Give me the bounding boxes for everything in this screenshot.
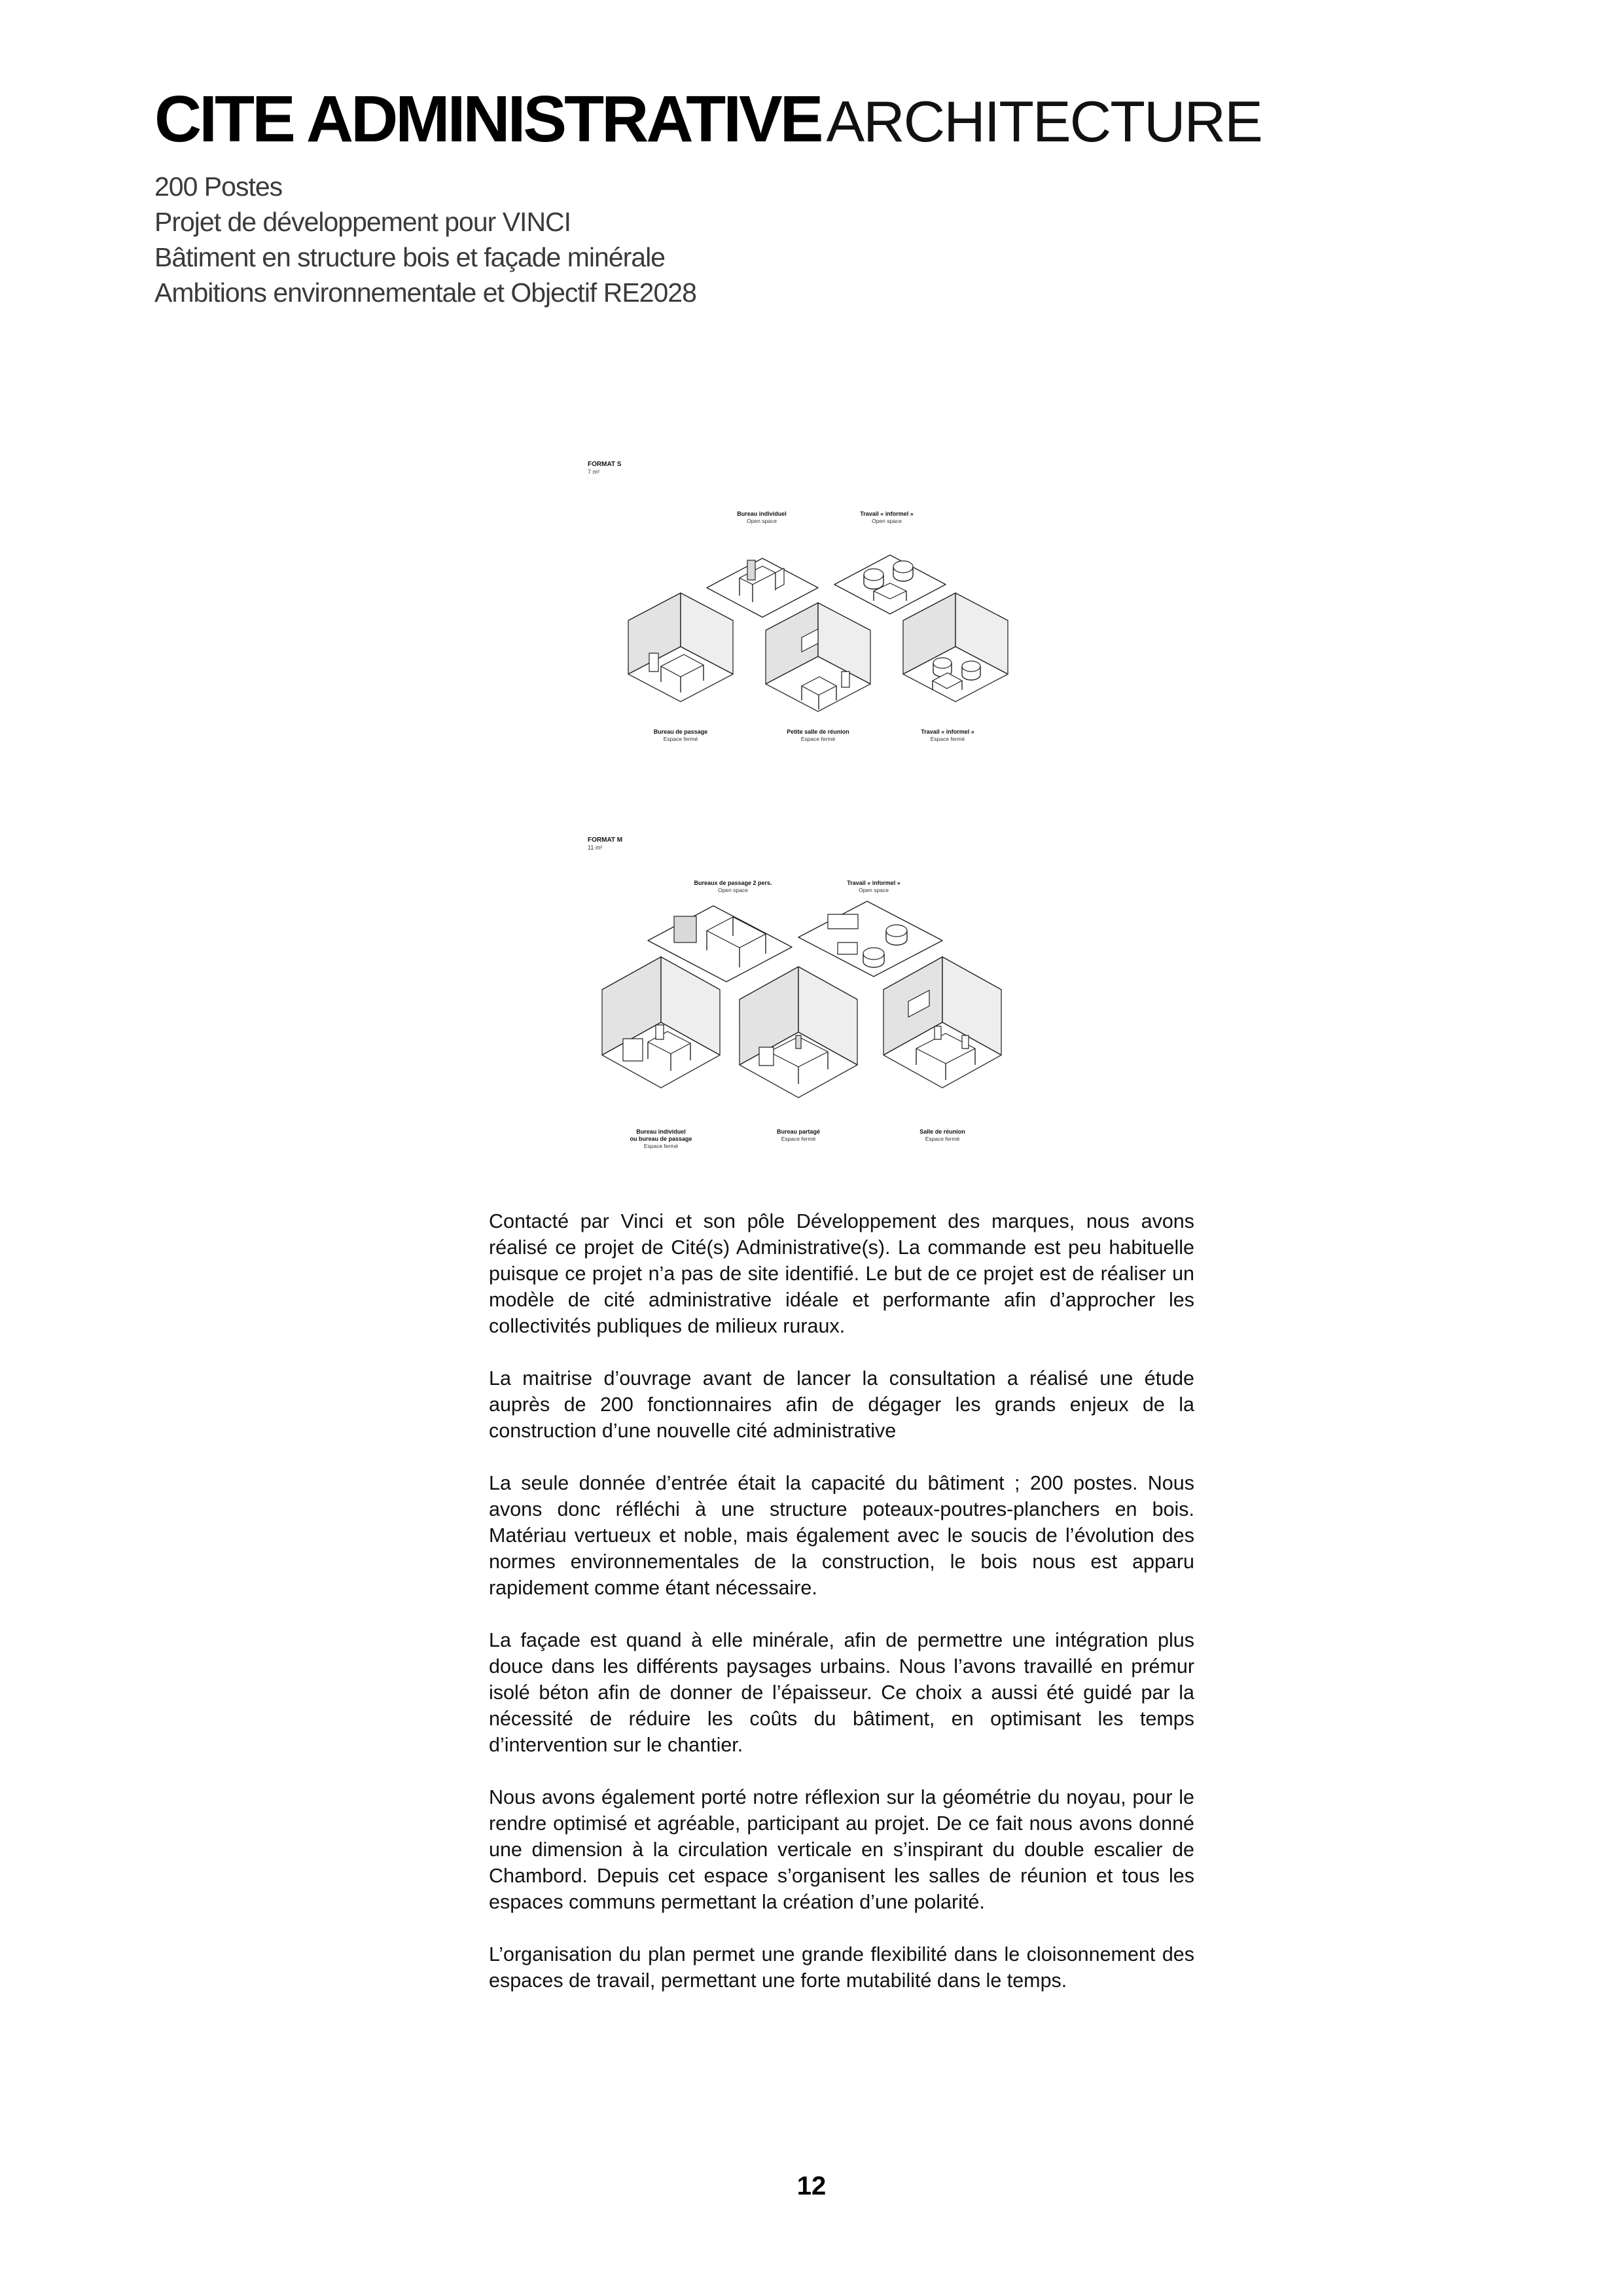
format-s-caption-sub: Espace fermé <box>663 736 698 742</box>
closed-box-meeting-room <box>883 957 1001 1088</box>
subtitle-line: Bâtiment en structure bois et façade minérale <box>154 242 665 272</box>
body-paragraph: Nous avons également porté notre réflexion sur la géométrie du noyau, pour le rendre optimisé et agréable, participant au projet. De ce fait nous avons donné une dimension à la circulation verticale en s’inspirant du double escalier de Chambord. Depuis cet espace s’organisent les salles de réunion et tous les espaces communs permettant la création d’une polarité. <box>489 1786 1194 1913</box>
format-s-svg <box>576 450 1073 758</box>
format-s-caption-sub: Espace fermé <box>800 736 836 742</box>
closed-box-meeting-room <box>766 603 870 711</box>
format-s-caption-title: Petite salle de réunion <box>787 728 849 735</box>
format-s-caption-sub: Open space <box>872 518 902 524</box>
format-s-caption-title: Bureau de passage <box>653 728 708 735</box>
format-m-caption-title: Salle de réunion <box>919 1128 965 1135</box>
format-m-caption-sub: Open space <box>859 887 889 893</box>
format-s-label: FORMAT S <box>588 461 622 468</box>
closed-box-visitor-desk <box>628 593 733 702</box>
closed-box-shared-office <box>740 967 857 1098</box>
format-m-caption-sub: Espace fermé <box>781 1136 816 1142</box>
format-m-caption-title2: ou bureau de passage <box>630 1136 692 1142</box>
subtitle-line: 200 Postes <box>154 171 283 202</box>
subtitle-line: Projet de développement pour VINCI <box>154 207 571 237</box>
title-sub: ARCHITECTURE <box>826 89 1262 154</box>
format-m-caption-title: Bureau individuel <box>636 1128 686 1135</box>
format-m-caption-sub: Espace fermé <box>643 1143 679 1149</box>
body-paragraph: La maitrise d’ouvrage avant de lancer la consultation a réalisé une étude auprès de 200 fonctionnaires afin de dégager les grands enjeux de la construction d’une nouvelle cité administrative <box>489 1367 1194 1442</box>
format-s-caption-sub: Espace fermé <box>930 736 965 742</box>
format-m-caption-title: Bureaux de passage 2 pers. <box>694 880 772 886</box>
body-paragraph: La façade est quand à elle minérale, afin de permettre une intégration plus douce dans les différents paysages urbains. Nous l’avons travaillé en prémur isolé béton afin de donner de l’épaisseur. Ce choix a aussi été guidé par la nécessité de réduire les coûts du bâtiment, en optimisant les temps d’intervention sur le chantier. <box>489 1629 1194 1756</box>
format-m-diagram <box>576 826 1073 1166</box>
closed-box-individual-office <box>602 957 720 1088</box>
format-s-caption-title: Bureau individuel <box>737 511 787 517</box>
format-m-caption-title: Bureau partagé <box>776 1128 821 1135</box>
format-m-label: FORMAT M <box>588 836 623 844</box>
subtitle-line: Ambitions environnementale et Objectif RE2028 <box>154 278 696 308</box>
format-m-caption-sub: Espace fermé <box>925 1136 960 1142</box>
body-paragraph: Contacté par Vinci et son pôle Développement des marques, nous avons réalisé ce projet de Cité(s) Administrative(s). La commande est peu habituelle puisque ce projet n’a pas de site identifié. Le but de ce projet est de réaliser un modèle de cité administrative idéale et performante afin d’approcher les collectivités publiques de milieux ruraux. <box>489 1210 1194 1337</box>
format-s-caption-sub: Open space <box>747 518 777 524</box>
title-main: CITE ADMINISTRATIVE <box>154 82 821 156</box>
format-m-area: 11 m² <box>588 844 603 851</box>
title-block <box>154 82 1529 156</box>
format-s-caption-title: Travail « informel » <box>921 728 974 735</box>
page-title <box>154 82 1529 156</box>
body-text <box>489 1208 1194 2020</box>
format-m-caption-sub: Open space <box>718 887 748 893</box>
body-paragraph: L’organisation du plan permet une grande flexibilité dans le cloisonnement des espaces de travail, permettant une forte mutabilité dans le temps. <box>489 1943 1194 1992</box>
format-m-caption-title: Travail « informel » <box>847 880 901 886</box>
closed-box-informal <box>903 593 1008 702</box>
format-s-area: 7 m² <box>588 469 599 475</box>
format-s-caption-title: Travail « informel » <box>860 511 914 517</box>
format-m-svg <box>576 826 1073 1166</box>
page-number: 12 <box>796 2172 827 2200</box>
body-paragraph: La seule donnée d’entrée était la capacité du bâtiment ; 200 postes. Nous avons donc réfléchi à une structure poteaux-poutres-planchers en bois. Matériau vertueux et noble, mais également avec le soucis de l’évolution des normes environnementales de la construction, le bois nous est apparu rapidement comme étant nécessaire. <box>489 1472 1194 1599</box>
open-space-informal-platform <box>834 555 946 614</box>
subtitle-list <box>154 169 696 310</box>
open-space-informal-platform <box>798 901 942 977</box>
format-s-diagram <box>576 450 1073 758</box>
open-space-desk-platform <box>707 558 818 617</box>
